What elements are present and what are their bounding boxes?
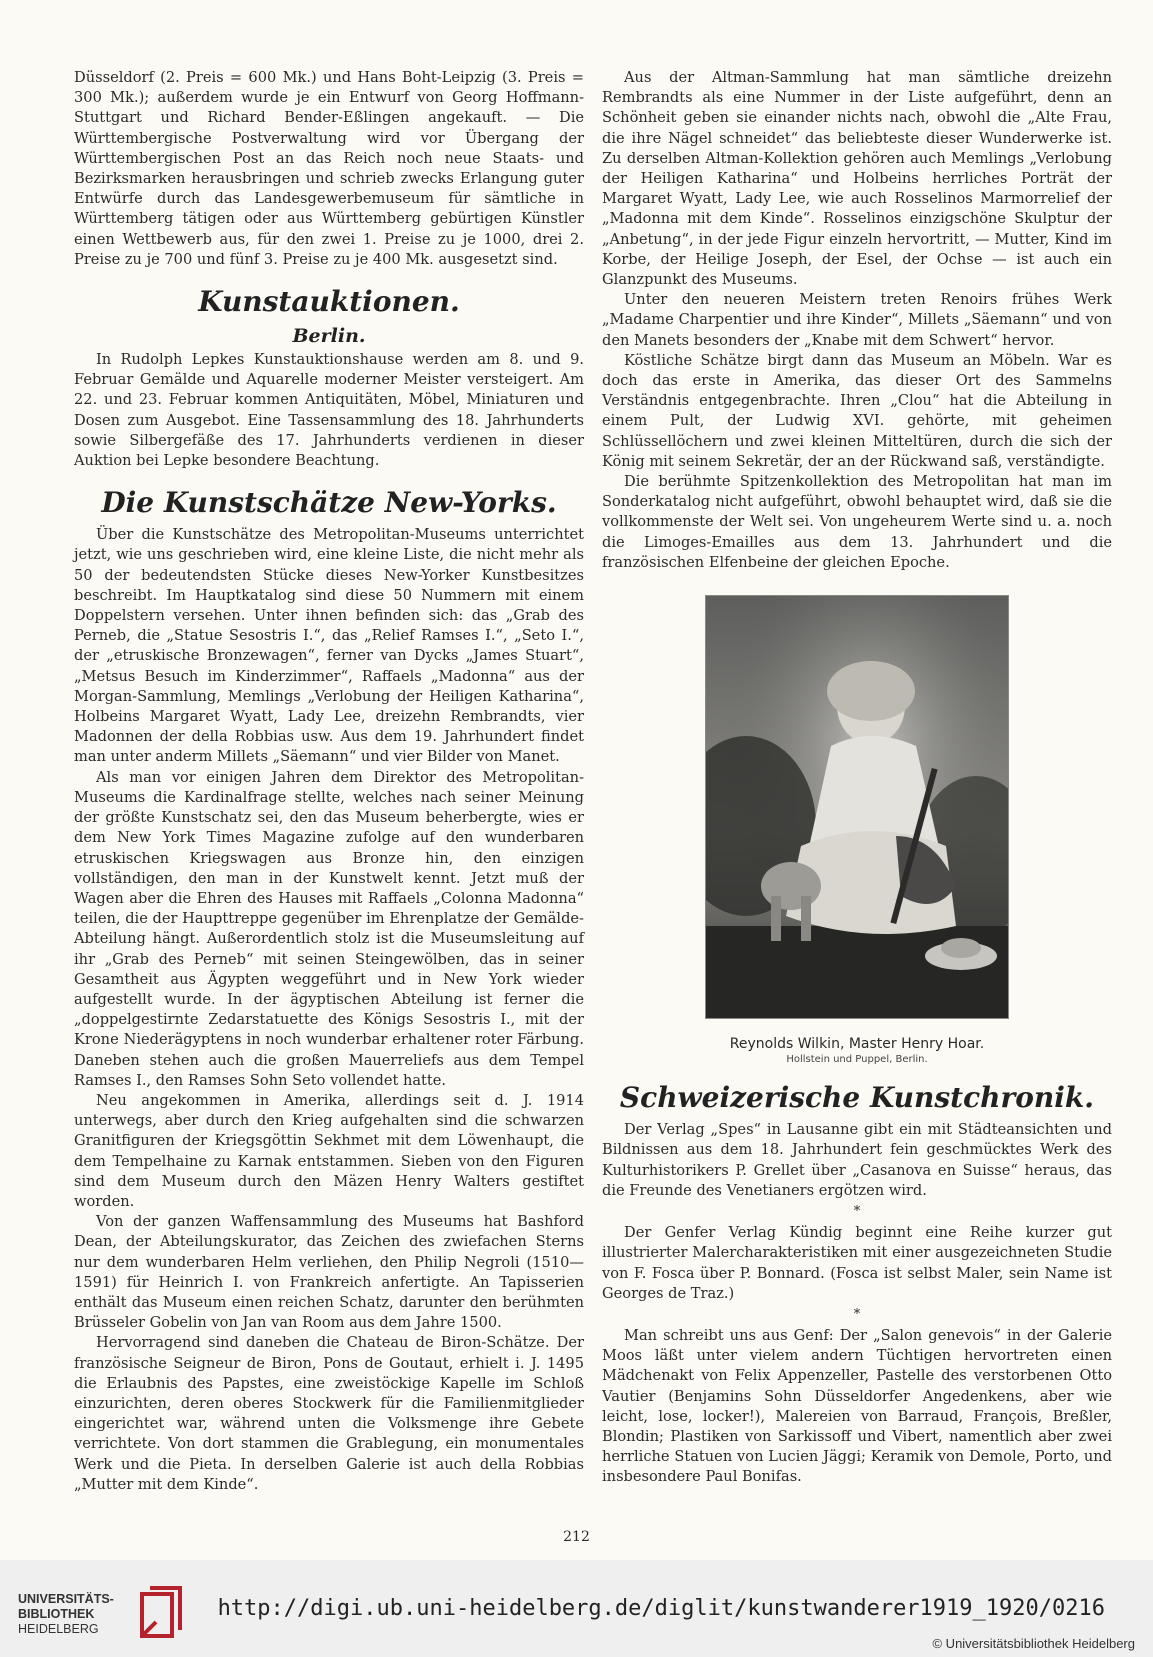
permalink-url[interactable]: http://digi.ub.uni-heidelberg.de/diglit/kunstwanderer1919_1920/0216	[217, 1596, 1105, 1621]
left-column	[74, 68, 584, 1495]
heading-schweizerische-kunstchronik: Schweizerische Kunstchronik.	[619, 1081, 1095, 1115]
painting-credit: Hollstein und Puppel, Berlin.	[786, 1054, 928, 1066]
logo-line-1: UNIVERSITÄTS-	[18, 1592, 114, 1606]
copyright-notice: © Universitätsbibliothek Heidelberg	[932, 1636, 1135, 1651]
intro-paragraph: Düsseldorf (2. Preis = 600 Mk.) und Hans Boht-Leipzig (3. Preis = 300 Mk.); außerdem wurde je ein Entwurf von Georg Hoffmann-Stuttgart und Richard Bender-Eßlingen angekauft. — Die Württembergische Postverwaltung wird vor Übergang der Württembergischen Post an das Reich noch neue Staats- und Bezirksmarken herausbringen und schrieb zwecks Erlangung guter Entwürfe durch das Landesgewerbemuseum für sämtliche in Württemberg tätigen oder aus Württemberg gebürtigen Künstler einen Wettbewerb aus, für den zwei 1. Preise zu je 1000, drei 2. Preise zu je 700 und fünf 3. Preise zu je 400 Mk. ausgesetzt sind.	[74, 69, 584, 268]
lace-paragraph: Die berühmte Spitzenkollektion des Metropolitan hat man im Sonderkatalog nicht aufgeführt, obwohl behauptet wird, daß sie die vollkommenste der Welt sei. Von ungeheurem Werte sind u. a. noch die Limoges-Emailles aus dem 13. Jahrhundert und die französischen Elfenbeine der gleichen Epoche.	[602, 473, 1112, 571]
heading-kunstauktionen: Kunstauktionen.	[198, 285, 460, 319]
logo-line-2: BIBLIOTHEK	[18, 1607, 95, 1621]
logo-line-3: HEIDELBERG	[18, 1622, 99, 1636]
modern-masters-paragraph: Unter den neueren Meistern treten Renoirs frühes Werk „Madame Charpentier und ihre Kinder“, Millets „Säemann“ und von den Manets besonders der „Knabe mit dem Schwert“ hervor.	[602, 291, 1112, 349]
furniture-paragraph: Köstliche Schätze birgt dann das Museum an Möbeln. War es doch das erste in Amerika, das dieser Ort des Sammelns Verständnis entgegenbrachte. Ihren „Clou“ hat die Abteilung in einem Pult, der Ludwig XVI. gehörte, mit geheimen Schlüssellöchern und zwei kleinen Mitteltüren, durch die sich der König mit seinem Sekretär, der an der Rückwand saß, verständigte.	[602, 351, 1112, 470]
newyork-paragraph-2: Als man vor einigen Jahren dem Direktor des Metropolitan-Museums die Kardinalfrage stellte, welches nach seiner Meinung der größte Kunstschatz sei, den das Museum beherbergte, wies er dem New York Times Magazine zufolge auf den wunderbaren etruskischen Kriegswagen aus Bronze hin, den einzigen vollständigen, den man in der Kunstwelt kennt. Jetzt muß der Wagen aber die Ehren des Hauses mit Raffaels „Colonna Madonna“ teilen, die der Haupttreppe gegenüber im Ehrenplatze der Gemälde-Abteilung hängt. Außerordentlich stolz ist die Museumsleitung auf ihr „Grab des Perneb“ mit seinen Steingewölben, das in seiner Gesamtheit aus Ägypten weggeführt und in New York wieder aufgestellt wurde. In der ägyptischen Abteilung ist ferner die „doppelgestirnte Zedarstatuette des Königs Sesostris I., mit der Krone Niederägyptens in noch wunderbar erhaltener roter Färbung. Daneben stehen auch die großen Mauerreliefs aus dem Tempel Ramses I., den Ramses Sohn Seto vollendet hatte.	[74, 768, 584, 1089]
right-column	[602, 68, 1112, 1488]
separator-star-1: *	[853, 1204, 861, 1220]
footer-bar	[0, 1560, 1153, 1657]
painting-caption: Reynolds Wilkin, Master Henry Hoar.	[729, 1036, 985, 1053]
newyork-paragraph-3: Neu angekommen in Amerika, allerdings seit d. J. 1914 unterwegs, aber durch den Krieg aufgehalten sind die schwarzen Granitfiguren der Kriegsgöttin Sekhmet mit dem Löwenhaupt, die dem Tempelhaine zu Karnak entstammen. Sieben von den Figuren sind dem Museum durch den Mäzen Henry Walters gestiftet worden.	[74, 1091, 584, 1210]
newyork-paragraph-5: Hervorragend sind daneben die Chateau de Biron-Schätze. Der französische Seigneur de Biron, Pons de Goutaut, erhielt i. J. 1495 die Erlaubnis des Papstes, eine zweistöckige Kapelle im Schloß einzurichten, deren oberes Stockwerk für die Familienmitglieder eingerichtet war, während unten die Volksmenge ihre Gebete verrichtete. Von dort stammen die Grablegung, ein monumentales Werk und die Pieta. In derselben Galerie ist auch della Robbias „Mutter mit dem Kinde“.	[74, 1334, 584, 1493]
painting-image	[705, 595, 1009, 1019]
auction-paragraph: In Rudolph Lepkes Kunstauktionshause werden am 8. und 9. Februar Gemälde und Aquarelle moderner Meister versteigert. Am 22. und 23. Februar kommen Antiquitäten, Möbel, Miniaturen und Dosen zum Ausgebot. Eine Tassensammlung des 18. Jahrhunderts sowie Silbergefäße des 17. Jahrhunderts verdienen in dieser Auktion bei Lepke besondere Beachtung.	[74, 351, 584, 470]
library-logo[interactable]	[18, 1586, 168, 1646]
newyork-paragraph-4: Von der ganzen Waffensammlung des Museums hat Bashford Dean, der Abteilungskurator, das Zeichen des zwiefachen Sterns nur dem wunderbaren Helm verliehen, den Philip Negroli (1510—1591) für Heinrich I. von Frankreich anfertigte. An Tapisserien enthält das Museum einen reichen Schatz, darunter den berühmten Brüsseler Gobelin von Jan van Room aus dem Jahre 1500.	[74, 1213, 584, 1332]
painting-figure	[602, 595, 1112, 1066]
altman-paragraph: Aus der Altman-Sammlung hat man sämtliche dreizehn Rembrandts als eine Nummer in der Liste aufgeführt, denn an Schönheit geben sie einander nichts nach, obwohl die „Alte Frau, die ihre Nägel schneidet“ das beliebteste dieser Wunderwerke ist. Zu derselben Altman-Kollektion gehören auch Memlings „Verlobung der Heiligen Katharina“ und Holbeins herrliches Porträt der Margaret Wyatt, Lady Lee, wie auch Rosselinos Marmorrelief der „Madonna mit dem Kinde“. Rosselinos einzigschöne Skulptur der „Anbetung“, in der jede Figur einzeln hervortritt, — Mutter, Kind im Korbe, der Heilige Joseph, der Esel, der Ochse — ist auch ein Glanzpunkt des Museums.	[602, 69, 1112, 289]
spes-paragraph: Der Verlag „Spes“ in Lausanne gibt ein mit Städteansichten und Bildnissen aus dem 18. Jahrhundert fein geschmücktes Werk des Kulturhistorikers P. Grellet über „Casanova en Suisse“ heraus, das die Freunde des Venetianers ergötzen wird.	[602, 1121, 1112, 1199]
heading-berlin: Berlin.	[292, 325, 366, 348]
heading-kunstschaetze-new-york: Die Kunstschätze New-Yorks.	[101, 486, 557, 520]
newyork-paragraph-1: Über die Kunstschätze des Metropolitan-Museums unterrichtet jetzt, wie uns geschrieben wird, eine kleine Liste, die nicht mehr als 50 der bedeutendsten Stücke dieses New-Yorker Kunstbesitzes beschreibt. Im Hauptkatalog sind diese 50 Nummern mit einem Doppelstern versehen. Unter ihnen befinden sich: das „Grab des Perneb, die „Statue Sesostris I.“, das „Relief Ramses I.“, „Seto I.“, der „etruskische Bronzewagen“, ferner van Dycks „James Stuart“, „Metsus Besuch im Kinderzimmer“, Raffaels „Madonna“ aus der Morgan-Sammlung, Memlings „Verlobung der Heiligen Katharina“, Holbeins Margaret Wyatt, Lady Lee, dreizehn Rembrandts, vier Madonnen der della Robbias usw. Aus dem 19. Jahrhundert findet man unter anderm Millets „Säemann“ und vier Bilder von Manet.	[74, 526, 584, 766]
kuendig-paragraph: Der Genfer Verlag Kündig beginnt eine Reihe kurzer gut illustrierter Malercharakteristiken mit einer ausgezeichneten Studie von F. Fosca über P. Bonnard. (Fosca ist selbst Maler, sein Name ist Georges de Traz.)	[602, 1224, 1112, 1302]
genf-paragraph: Man schreibt uns aus Genf: Der „Salon genevois“ in der Galerie Moos läßt unter vielem andern Tüchtigen hervortreten einen Mädchenakt von Felix Appenzeller, Pastelle des verstorbenen Otto Vautier (Benjamins Sohn Düsseldorfer Angedenkens, aber wie leicht, lose, locker!), Malereien von Barraud, François, Breßler, Blondin; Plastiken von Sarkissoff und Vibert, namentlich aber zwei herrliche Statuen von Lucien Jäggi; Keramik von Demole, Porto, und insbesondere Paul Bonifas.	[602, 1326, 1112, 1486]
separator-star-2: *	[853, 1306, 861, 1322]
page-number: 212	[563, 1529, 590, 1545]
library-logo-icon	[136, 1584, 186, 1646]
